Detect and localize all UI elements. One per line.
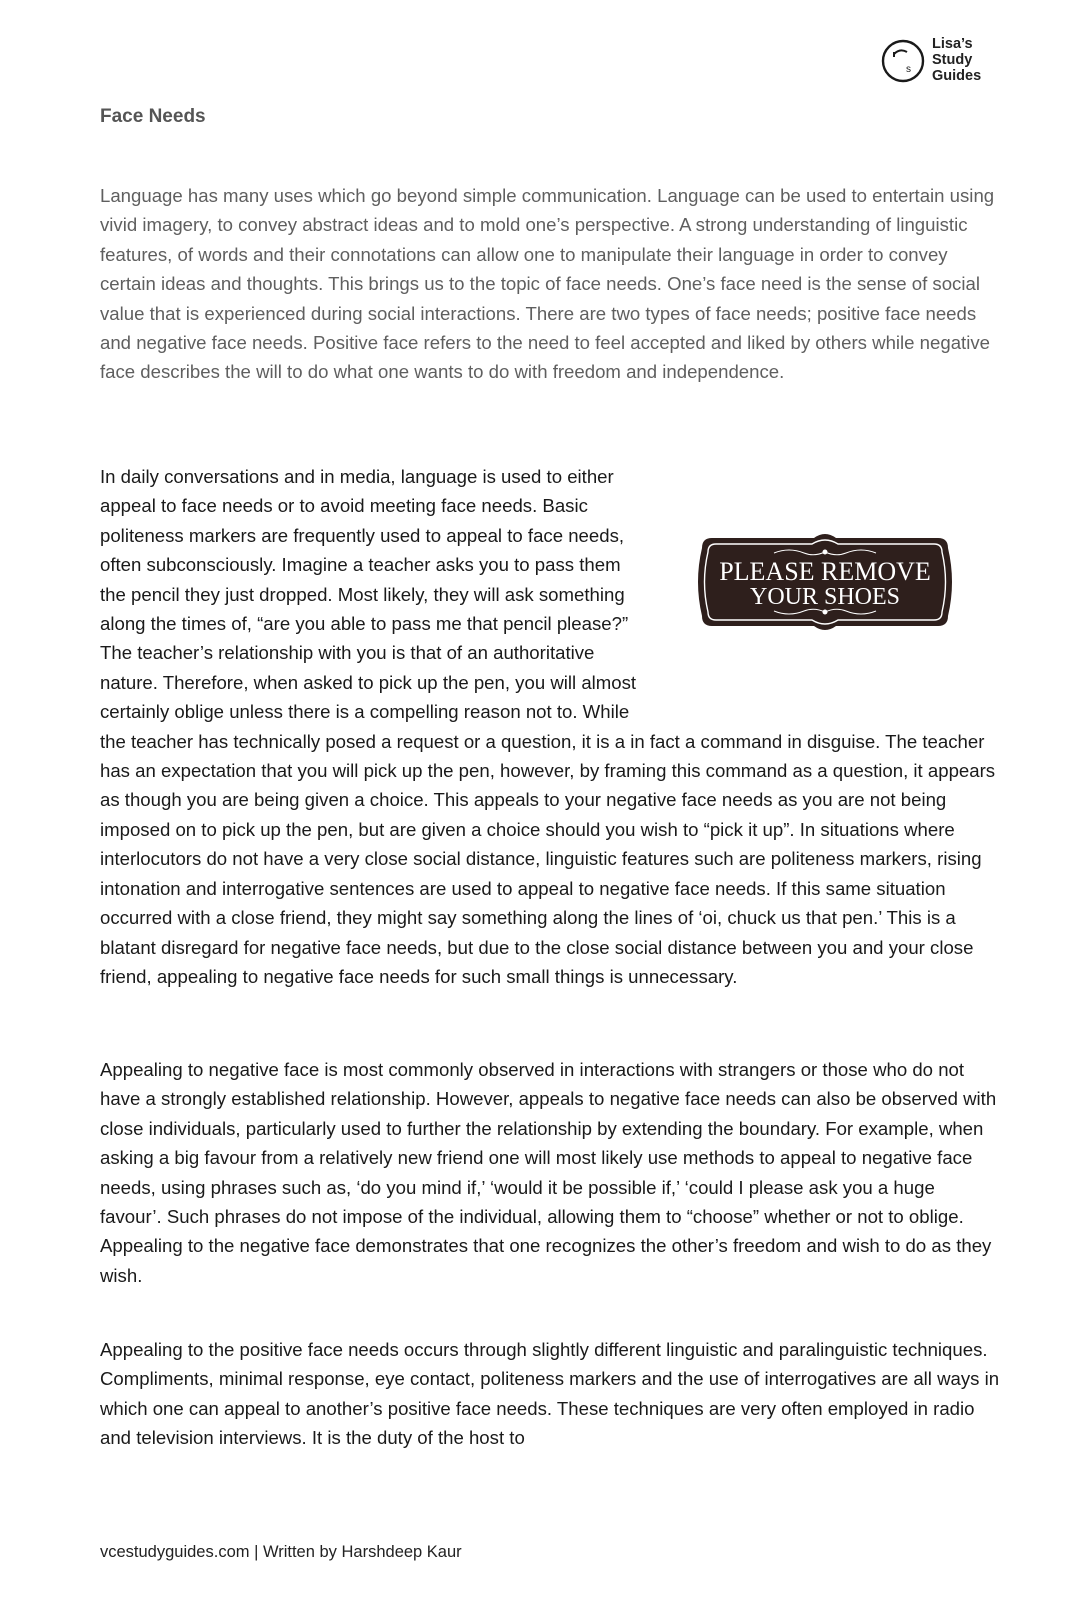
logo-line-1: Lisa’s <box>932 36 973 52</box>
logo-line-2: Study <box>932 52 973 68</box>
page-title: Face Needs <box>100 106 206 127</box>
body-paragraph-1-text: In daily conversations and in media, language is used to either appeal to face needs or to avoid meeting face needs. Basic politeness markers are frequently used to appeal to face needs, often subconsciously. Imagine a teacher asks you to pass them the pencil they just dropped. Most likely, they will ask something along the times of, “are you able to pass me that pencil please?” The teacher’s relationship with you is that of an authoritative nature. Therefore, when asked to pick up the pen, you will almost certainly oblige unless there is a compelling reason not to. While the teacher has technically posed a request or a question, it is a in fact a command in disguise. The teacher has an expectation that you will pick up the pen, however, by framing this command as a question, it appears as though you are being given a choice. This appeals to your negative face needs as you are not being imposed on to pick up the pen, but are given a choice should you wish to “pick it up”. In situations where interlocutors do not have a very close social distance, linguistic features such are politeness markers, rising intonation and interrogative sentences are used to appeal to negative face needs. If this same situation occurred with a close friend, they might say something along the lines of ‘oi, chuck us that pen.’ This is a blatant disregard for negative face needs, but due to the close social distance between you and your close friend, appealing to negative face needs for such small things is unnecessary. <box>100 466 996 987</box>
body-paragraph-3: Appealing to the positive face needs occurs through slightly different linguistic and paralinguistic techniques. Compliments, minimal response, eye contact, politeness markers and the use of interrogatives are all ways in which one can appeal to another’s positive face needs. These techniques are very often employed in radio and television interviews. It is the duty of the host to <box>100 1339 1000 1449</box>
page-footer: vcestudyguides.com | Written by Harshdeep Kaur <box>100 1543 462 1561</box>
sign-graphic <box>694 530 956 634</box>
logo-line-3: Guides <box>932 68 982 84</box>
sign-line-2: YOUR SHOES <box>749 584 901 610</box>
body-paragraph-1 <box>100 462 1000 991</box>
logo-mark-letter: s <box>906 64 911 75</box>
body-paragraph-2: Appealing to negative face is most commonly observed in interactions with strangers or those who do not have a strongly established relationship. However, appeals to negative face needs can also be observed with close individuals, particularly used to further the relationship by extending the boundary. For example, when asking a big favour from a relatively new friend one will most likely use methods to appeal to negative face needs, using phrases such as, ‘do you mind if,’ ‘would it be possible if,’ ‘could I please ask you a huge favour’. Such phrases do not impose of the individual, allowing them to “choose” whether or not to oblige. Appealing to the negative face demonstrates that one recognizes the other’s freedom and wish to do as they wish. <box>100 1059 997 1286</box>
please-remove-shoes-sign <box>650 462 1000 702</box>
sign-line-1: PLEASE REMOVE <box>719 557 931 586</box>
lisas-study-guides-logo <box>880 36 1000 88</box>
logo-circle-icon <box>880 38 926 84</box>
logo-wordmark <box>932 36 981 84</box>
intro-paragraph: Language has many uses which go beyond simple communication. Language can be used to entertain using vivid imagery, to convey abstract ideas and to mold one’s perspective. A strong understanding of linguistic features, of words and their connotations can allow one to manipulate their language in order to convey certain ideas and thoughts. This brings us to the topic of face needs. One’s face need is the sense of social value that is experienced during social interactions. There are two types of face needs; positive face needs and negative face needs. Positive face refers to the need to feel accepted and liked by others while negative face describes the will to do what one wants to do with freedom and independence. <box>100 185 995 383</box>
